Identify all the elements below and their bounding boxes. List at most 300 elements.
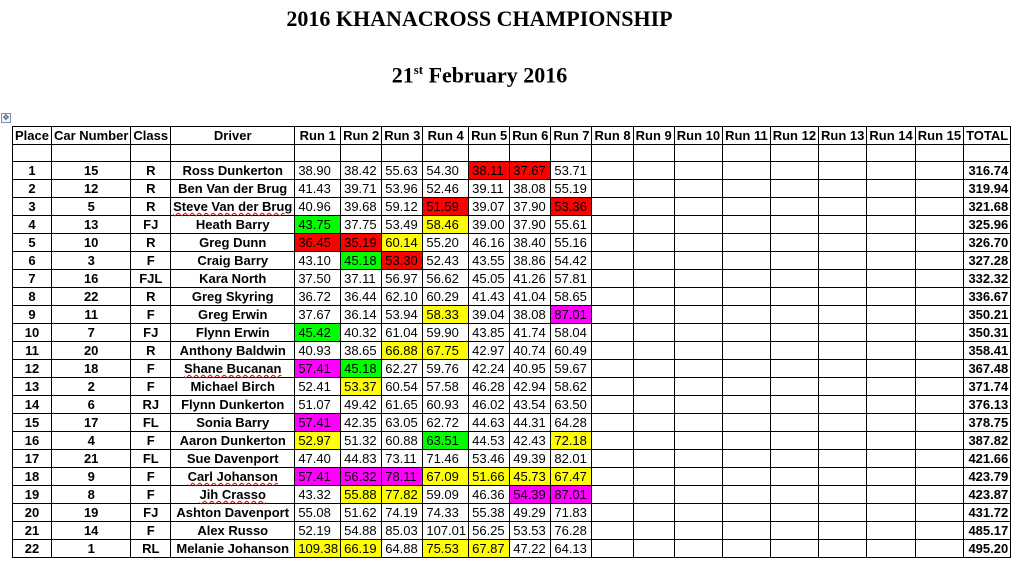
driver-cell bbox=[171, 306, 295, 324]
table-move-handle-icon[interactable]: ✥ bbox=[2, 113, 10, 122]
empty-run-cell bbox=[674, 522, 722, 540]
empty-run-cell bbox=[915, 396, 963, 414]
run-time-cell: 41.26 bbox=[510, 270, 551, 288]
empty-run-cell bbox=[867, 162, 915, 180]
empty-run-cell bbox=[770, 324, 818, 342]
empty-cell bbox=[13, 145, 52, 162]
run-time-cell: 64.28 bbox=[551, 414, 592, 432]
empty-run-cell bbox=[867, 396, 915, 414]
run-time-cell: 38.65 bbox=[341, 342, 382, 360]
table-row bbox=[13, 234, 1011, 252]
run-time-cell: 39.71 bbox=[341, 180, 382, 198]
empty-run-cell bbox=[633, 180, 674, 198]
run-time-cell: 72.18 bbox=[551, 432, 592, 450]
empty-cell bbox=[770, 145, 818, 162]
empty-run-cell bbox=[592, 378, 633, 396]
driver-name: Heath Barry bbox=[195, 217, 270, 232]
event-date bbox=[0, 62, 969, 88]
run-time-cell: 44.63 bbox=[469, 414, 510, 432]
empty-run-cell bbox=[674, 378, 722, 396]
date-rest: February 2016 bbox=[423, 62, 568, 88]
class-cell: RJ bbox=[131, 396, 171, 414]
empty-run-cell bbox=[770, 252, 818, 270]
empty-run-cell bbox=[674, 468, 722, 486]
run-time-cell: 67.09 bbox=[423, 468, 469, 486]
empty-cell bbox=[171, 145, 295, 162]
total-cell: 376.13 bbox=[964, 396, 1011, 414]
empty-run-cell bbox=[633, 306, 674, 324]
empty-run-cell bbox=[915, 180, 963, 198]
empty-run-cell bbox=[723, 180, 771, 198]
place-cell: 21 bbox=[13, 522, 52, 540]
column-header: Run 15 bbox=[915, 127, 963, 145]
empty-run-cell bbox=[723, 486, 771, 504]
run-time-cell: 46.16 bbox=[469, 234, 510, 252]
empty-run-cell bbox=[592, 180, 633, 198]
run-time-cell: 39.04 bbox=[469, 306, 510, 324]
driver-name: Ben Van der Brug bbox=[178, 181, 288, 196]
driver-cell bbox=[171, 414, 295, 432]
empty-run-cell bbox=[915, 360, 963, 378]
run-time-cell: 38.40 bbox=[510, 234, 551, 252]
empty-cell bbox=[633, 145, 674, 162]
empty-run-cell bbox=[674, 288, 722, 306]
empty-run-cell bbox=[723, 216, 771, 234]
empty-run-cell bbox=[770, 198, 818, 216]
driver-cell bbox=[171, 324, 295, 342]
class-cell: F bbox=[131, 252, 171, 270]
run-time-cell: 58.04 bbox=[551, 324, 592, 342]
empty-run-cell bbox=[819, 504, 867, 522]
column-header: Car Number bbox=[51, 127, 130, 145]
run-time-cell: 58.33 bbox=[423, 306, 469, 324]
class-cell: FJ bbox=[131, 216, 171, 234]
total-cell: 316.74 bbox=[964, 162, 1011, 180]
class-cell: R bbox=[131, 180, 171, 198]
empty-run-cell bbox=[674, 360, 722, 378]
driver-cell bbox=[171, 378, 295, 396]
car-number-cell: 9 bbox=[51, 468, 130, 486]
empty-run-cell bbox=[592, 504, 633, 522]
run-time-cell: 52.43 bbox=[423, 252, 469, 270]
empty-run-cell bbox=[819, 396, 867, 414]
run-time-cell: 67.47 bbox=[551, 468, 592, 486]
empty-cell bbox=[295, 145, 341, 162]
empty-run-cell bbox=[819, 198, 867, 216]
empty-run-cell bbox=[592, 360, 633, 378]
empty-run-cell bbox=[770, 432, 818, 450]
driver-name: Ross Dunkerton bbox=[182, 163, 283, 178]
empty-run-cell bbox=[633, 540, 674, 558]
empty-run-cell bbox=[915, 252, 963, 270]
empty-run-cell bbox=[915, 270, 963, 288]
empty-run-cell bbox=[770, 486, 818, 504]
column-header: Place bbox=[13, 127, 52, 145]
empty-cell bbox=[867, 145, 915, 162]
run-time-cell: 42.43 bbox=[510, 432, 551, 450]
page-title: 2016 KHANACROSS CHAMPIONSHIP bbox=[286, 6, 673, 31]
empty-run-cell bbox=[633, 414, 674, 432]
empty-run-cell bbox=[674, 486, 722, 504]
empty-run-cell bbox=[723, 252, 771, 270]
run-time-cell: 55.20 bbox=[423, 234, 469, 252]
empty-cell bbox=[674, 145, 722, 162]
driver-name: Shane Bucanan bbox=[183, 361, 282, 376]
run-time-cell: 49.39 bbox=[510, 450, 551, 468]
run-time-cell: 45.05 bbox=[469, 270, 510, 288]
column-header: Run 11 bbox=[723, 127, 771, 145]
driver-name: Kara North bbox=[199, 271, 267, 286]
empty-run-cell bbox=[867, 234, 915, 252]
empty-run-cell bbox=[915, 216, 963, 234]
run-time-cell: 66.88 bbox=[382, 342, 423, 360]
run-time-cell: 53.46 bbox=[469, 450, 510, 468]
car-number-cell: 1 bbox=[51, 540, 130, 558]
empty-run-cell bbox=[819, 486, 867, 504]
run-time-cell: 55.16 bbox=[551, 234, 592, 252]
empty-run-cell bbox=[633, 288, 674, 306]
empty-run-cell bbox=[592, 198, 633, 216]
empty-run-cell bbox=[592, 288, 633, 306]
total-cell: 371.74 bbox=[964, 378, 1011, 396]
empty-run-cell bbox=[633, 432, 674, 450]
run-time-cell: 41.04 bbox=[510, 288, 551, 306]
run-time-cell: 51.32 bbox=[341, 432, 382, 450]
run-time-cell: 57.41 bbox=[295, 468, 341, 486]
empty-run-cell bbox=[867, 360, 915, 378]
car-number-cell: 6 bbox=[51, 396, 130, 414]
run-time-cell: 61.65 bbox=[382, 396, 423, 414]
run-time-cell: 82.01 bbox=[551, 450, 592, 468]
empty-run-cell bbox=[592, 432, 633, 450]
empty-run-cell bbox=[633, 342, 674, 360]
column-header: Driver bbox=[171, 127, 295, 145]
empty-run-cell bbox=[819, 432, 867, 450]
run-time-cell: 49.29 bbox=[510, 504, 551, 522]
run-time-cell: 40.74 bbox=[510, 342, 551, 360]
class-cell: F bbox=[131, 486, 171, 504]
empty-run-cell bbox=[674, 180, 722, 198]
place-cell: 20 bbox=[13, 504, 52, 522]
place-cell: 11 bbox=[13, 342, 52, 360]
empty-run-cell bbox=[723, 288, 771, 306]
date-day: 21 bbox=[391, 62, 414, 88]
empty-run-cell bbox=[633, 396, 674, 414]
empty-run-cell bbox=[723, 504, 771, 522]
empty-run-cell bbox=[592, 306, 633, 324]
table-row bbox=[13, 306, 1011, 324]
run-time-cell: 43.55 bbox=[469, 252, 510, 270]
empty-run-cell bbox=[819, 522, 867, 540]
empty-run-cell bbox=[819, 468, 867, 486]
run-time-cell: 42.24 bbox=[469, 360, 510, 378]
empty-run-cell bbox=[819, 180, 867, 198]
empty-run-cell bbox=[674, 198, 722, 216]
run-time-cell: 45.73 bbox=[510, 468, 551, 486]
run-time-cell: 45.18 bbox=[341, 252, 382, 270]
empty-run-cell bbox=[915, 486, 963, 504]
run-time-cell: 63.05 bbox=[382, 414, 423, 432]
empty-run-cell bbox=[723, 414, 771, 432]
place-cell: 9 bbox=[13, 306, 52, 324]
run-time-cell: 41.43 bbox=[469, 288, 510, 306]
run-time-cell: 49.42 bbox=[341, 396, 382, 414]
run-time-cell: 41.74 bbox=[510, 324, 551, 342]
empty-run-cell bbox=[770, 180, 818, 198]
column-header: Run 2 bbox=[341, 127, 382, 145]
empty-run-cell bbox=[770, 450, 818, 468]
empty-run-cell bbox=[867, 468, 915, 486]
place-cell: 12 bbox=[13, 360, 52, 378]
empty-run-cell bbox=[674, 450, 722, 468]
table-row bbox=[13, 432, 1011, 450]
total-cell: 325.96 bbox=[964, 216, 1011, 234]
empty-cell bbox=[51, 145, 130, 162]
empty-run-cell bbox=[592, 414, 633, 432]
run-time-cell: 53.30 bbox=[382, 252, 423, 270]
empty-run-cell bbox=[674, 216, 722, 234]
run-time-cell: 109.38 bbox=[295, 540, 341, 558]
empty-run-cell bbox=[674, 414, 722, 432]
table-row bbox=[13, 288, 1011, 306]
driver-cell bbox=[171, 468, 295, 486]
run-time-cell: 51.59 bbox=[423, 198, 469, 216]
car-number-cell: 5 bbox=[51, 198, 130, 216]
run-time-cell: 63.50 bbox=[551, 396, 592, 414]
place-cell: 2 bbox=[13, 180, 52, 198]
run-time-cell: 47.22 bbox=[510, 540, 551, 558]
run-time-cell: 71.83 bbox=[551, 504, 592, 522]
run-time-cell: 53.37 bbox=[341, 378, 382, 396]
run-time-cell: 36.45 bbox=[295, 234, 341, 252]
run-time-cell: 38.86 bbox=[510, 252, 551, 270]
driver-cell bbox=[171, 522, 295, 540]
car-number-cell: 11 bbox=[51, 306, 130, 324]
run-time-cell: 67.87 bbox=[469, 540, 510, 558]
car-number-cell: 12 bbox=[51, 180, 130, 198]
total-cell: 350.21 bbox=[964, 306, 1011, 324]
run-time-cell: 46.28 bbox=[469, 378, 510, 396]
run-time-cell: 42.97 bbox=[469, 342, 510, 360]
driver-name: Craig Barry bbox=[197, 253, 269, 268]
run-time-cell: 59.76 bbox=[423, 360, 469, 378]
empty-run-cell bbox=[674, 396, 722, 414]
place-cell: 6 bbox=[13, 252, 52, 270]
class-cell: FL bbox=[131, 414, 171, 432]
empty-run-cell bbox=[867, 324, 915, 342]
run-time-cell: 43.75 bbox=[295, 216, 341, 234]
run-time-cell: 58.62 bbox=[551, 378, 592, 396]
run-time-cell: 74.19 bbox=[382, 504, 423, 522]
column-header: Run 4 bbox=[423, 127, 469, 145]
driver-cell bbox=[171, 342, 295, 360]
empty-cell bbox=[510, 145, 551, 162]
empty-run-cell bbox=[633, 360, 674, 378]
run-time-cell: 37.67 bbox=[510, 162, 551, 180]
empty-run-cell bbox=[819, 324, 867, 342]
driver-name: Greg Dunn bbox=[199, 235, 267, 250]
empty-run-cell bbox=[723, 324, 771, 342]
empty-run-cell bbox=[592, 234, 633, 252]
car-number-cell: 13 bbox=[51, 216, 130, 234]
run-time-cell: 53.53 bbox=[510, 522, 551, 540]
run-time-cell: 44.83 bbox=[341, 450, 382, 468]
car-number-cell: 18 bbox=[51, 360, 130, 378]
run-time-cell: 39.00 bbox=[469, 216, 510, 234]
empty-run-cell bbox=[867, 180, 915, 198]
run-time-cell: 52.97 bbox=[295, 432, 341, 450]
table-row bbox=[13, 522, 1011, 540]
total-cell: 336.67 bbox=[964, 288, 1011, 306]
driver-cell bbox=[171, 162, 295, 180]
place-cell: 7 bbox=[13, 270, 52, 288]
run-time-cell: 51.66 bbox=[469, 468, 510, 486]
empty-run-cell bbox=[770, 396, 818, 414]
run-time-cell: 60.93 bbox=[423, 396, 469, 414]
empty-cell bbox=[131, 145, 171, 162]
run-time-cell: 43.32 bbox=[295, 486, 341, 504]
driver-name: Greg Erwin bbox=[198, 307, 268, 322]
run-time-cell: 60.14 bbox=[382, 234, 423, 252]
empty-run-cell bbox=[633, 270, 674, 288]
driver-name: Melanie Johanson bbox=[176, 541, 290, 556]
empty-run-cell bbox=[770, 504, 818, 522]
date-suffix: st bbox=[413, 62, 424, 77]
car-number-cell: 2 bbox=[51, 378, 130, 396]
class-cell: FL bbox=[131, 450, 171, 468]
run-time-cell: 53.94 bbox=[382, 306, 423, 324]
car-number-cell: 17 bbox=[51, 414, 130, 432]
empty-run-cell bbox=[723, 270, 771, 288]
run-time-cell: 54.42 bbox=[551, 252, 592, 270]
empty-run-cell bbox=[633, 252, 674, 270]
car-number-cell: 15 bbox=[51, 162, 130, 180]
empty-run-cell bbox=[819, 360, 867, 378]
empty-run-cell bbox=[592, 450, 633, 468]
empty-run-cell bbox=[915, 414, 963, 432]
total-cell: 319.94 bbox=[964, 180, 1011, 198]
empty-run-cell bbox=[915, 198, 963, 216]
run-time-cell: 42.35 bbox=[341, 414, 382, 432]
run-time-cell: 37.11 bbox=[341, 270, 382, 288]
total-cell: 321.68 bbox=[964, 198, 1011, 216]
place-cell: 15 bbox=[13, 414, 52, 432]
total-cell: 378.75 bbox=[964, 414, 1011, 432]
empty-cell bbox=[964, 145, 1011, 162]
empty-run-cell bbox=[674, 432, 722, 450]
class-cell: R bbox=[131, 342, 171, 360]
run-time-cell: 38.90 bbox=[295, 162, 341, 180]
run-time-cell: 55.63 bbox=[382, 162, 423, 180]
empty-run-cell bbox=[819, 234, 867, 252]
empty-cell bbox=[423, 145, 469, 162]
run-time-cell: 40.93 bbox=[295, 342, 341, 360]
run-time-cell: 38.42 bbox=[341, 162, 382, 180]
empty-run-cell bbox=[723, 306, 771, 324]
empty-run-cell bbox=[770, 540, 818, 558]
run-time-cell: 64.88 bbox=[382, 540, 423, 558]
car-number-cell: 21 bbox=[51, 450, 130, 468]
class-cell: R bbox=[131, 234, 171, 252]
empty-run-cell bbox=[819, 450, 867, 468]
driver-name: Flynn Erwin bbox=[195, 325, 270, 340]
place-cell: 14 bbox=[13, 396, 52, 414]
driver-name: Alex Russo bbox=[197, 523, 269, 538]
run-time-cell: 54.30 bbox=[423, 162, 469, 180]
total-cell: 332.32 bbox=[964, 270, 1011, 288]
class-cell: F bbox=[131, 378, 171, 396]
class-cell: R bbox=[131, 162, 171, 180]
total-cell: 326.70 bbox=[964, 234, 1011, 252]
run-time-cell: 40.95 bbox=[510, 360, 551, 378]
driver-name: Aaron Dunkerton bbox=[179, 433, 286, 448]
column-header: Run 10 bbox=[674, 127, 722, 145]
run-time-cell: 39.07 bbox=[469, 198, 510, 216]
place-cell: 5 bbox=[13, 234, 52, 252]
run-time-cell: 74.33 bbox=[423, 504, 469, 522]
place-cell: 1 bbox=[13, 162, 52, 180]
total-cell: 358.41 bbox=[964, 342, 1011, 360]
class-cell: F bbox=[131, 468, 171, 486]
empty-run-cell bbox=[770, 468, 818, 486]
empty-run-cell bbox=[592, 468, 633, 486]
run-time-cell: 53.49 bbox=[382, 216, 423, 234]
driver-name: Ashton Davenport bbox=[176, 505, 290, 520]
empty-run-cell bbox=[674, 504, 722, 522]
run-time-cell: 56.97 bbox=[382, 270, 423, 288]
column-header: Run 9 bbox=[633, 127, 674, 145]
empty-run-cell bbox=[633, 468, 674, 486]
empty-run-cell bbox=[915, 234, 963, 252]
driver-cell bbox=[171, 216, 295, 234]
empty-run-cell bbox=[915, 522, 963, 540]
driver-name: Greg Skyring bbox=[191, 289, 274, 304]
run-time-cell: 38.08 bbox=[510, 180, 551, 198]
driver-cell bbox=[171, 180, 295, 198]
car-number-cell: 20 bbox=[51, 342, 130, 360]
column-header: Run 3 bbox=[382, 127, 423, 145]
run-time-cell: 56.32 bbox=[341, 468, 382, 486]
total-cell: 367.48 bbox=[964, 360, 1011, 378]
place-cell: 18 bbox=[13, 468, 52, 486]
table-row bbox=[13, 504, 1011, 522]
run-time-cell: 58.46 bbox=[423, 216, 469, 234]
run-time-cell: 40.96 bbox=[295, 198, 341, 216]
empty-run-cell bbox=[633, 450, 674, 468]
run-time-cell: 45.18 bbox=[341, 360, 382, 378]
driver-name: Carl Johanson bbox=[187, 469, 278, 484]
empty-run-cell bbox=[819, 378, 867, 396]
empty-run-cell bbox=[633, 522, 674, 540]
driver-cell bbox=[171, 288, 295, 306]
run-time-cell: 46.36 bbox=[469, 486, 510, 504]
empty-run-cell bbox=[723, 162, 771, 180]
place-cell: 22 bbox=[13, 540, 52, 558]
empty-run-cell bbox=[819, 270, 867, 288]
run-time-cell: 36.72 bbox=[295, 288, 341, 306]
column-header: Run 6 bbox=[510, 127, 551, 145]
empty-run-cell bbox=[867, 450, 915, 468]
class-cell: R bbox=[131, 198, 171, 216]
total-cell: 387.82 bbox=[964, 432, 1011, 450]
run-time-cell: 52.41 bbox=[295, 378, 341, 396]
empty-run-cell bbox=[867, 288, 915, 306]
results-table bbox=[12, 126, 1011, 558]
run-time-cell: 59.09 bbox=[423, 486, 469, 504]
empty-run-cell bbox=[915, 432, 963, 450]
run-time-cell: 67.75 bbox=[423, 342, 469, 360]
empty-run-cell bbox=[915, 324, 963, 342]
